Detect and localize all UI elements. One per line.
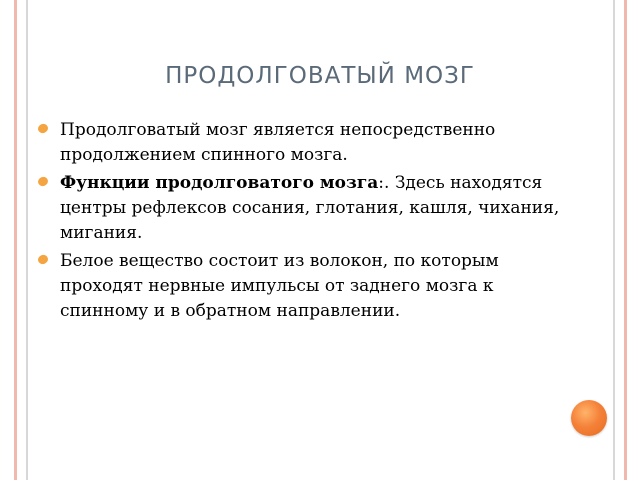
orange-bullet-icon <box>37 176 49 188</box>
bullet-text: Белое вещество состоит из волокон, по которым проходят нервные импульсы от заднего мозга к спинному и в обратном направлении. <box>60 251 499 321</box>
orange-bullet-icon <box>37 254 49 266</box>
orange-bullet-icon <box>37 123 49 135</box>
bullet-text: :. Здесь находятся центры рефлексов сосания, глотания, кашля, чихания, мигания. <box>60 173 560 243</box>
slide-title: ПРОДОЛГОВАТЫЙ МОЗГ <box>165 63 475 89</box>
left-border-line-gray <box>26 0 28 480</box>
bullet-bold-text: Функции продолговатого мозга <box>60 173 379 193</box>
right-border-line-red <box>624 0 627 480</box>
right-border-line-gray <box>613 0 615 480</box>
bullet-item-3 <box>38 249 578 324</box>
bullet-item-1 <box>38 118 578 168</box>
bullet-text: Продолговатый мозг является непосредственно продолжением спинного мозга. <box>60 120 496 165</box>
bullet-item-2 <box>38 171 578 246</box>
orange-circle-icon <box>571 400 607 436</box>
left-border-line-red <box>14 0 17 480</box>
bullet-list <box>38 118 578 327</box>
